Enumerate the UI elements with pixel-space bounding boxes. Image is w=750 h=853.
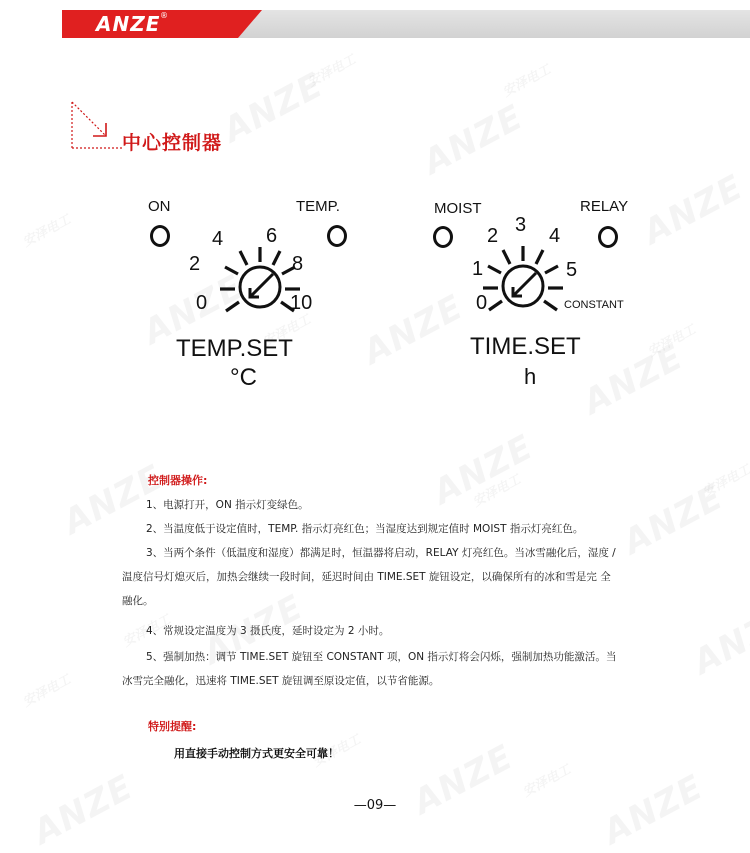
temp-set-label: TEMP.SET (176, 335, 293, 362)
relay-indicator-lamp (598, 226, 618, 248)
time-dial-number: 4 (549, 225, 561, 247)
temp-set-knob[interactable] (218, 245, 302, 329)
relay-label: RELAY (580, 198, 629, 215)
temp-indicator-lamp (327, 225, 347, 247)
operation-step-5-line2: 冰雪完全融化，迅速将 TIME.SET 旋钮调至原设定值，以节省能源。 (122, 675, 440, 687)
operation-step-4: 4、常规设定温度为 3 摄氏度，延时设定为 2 小时。 (146, 625, 390, 637)
temp-dial-number: 0 (196, 292, 208, 314)
brand-logo: ANZE (96, 12, 161, 36)
operation-step-3-line2: 温度信号灯熄灭后，加热会继续一段时间，延迟时间由 TIME.SET 旋钮设定，以确保所有的冰和雪是完 全 (122, 571, 611, 583)
operation-step-5-line1: 5、强制加热：调节 TIME.SET 旋钮至 CONSTANT 项，ON 指示灯将会闪烁，强制加热功能激活。当 (146, 651, 617, 663)
on-label: ON (148, 198, 171, 215)
moist-label: MOIST (434, 200, 482, 217)
warning-text: 用直接手动控制方式更安全可靠！ (174, 747, 339, 760)
time-dial-number: 5 (566, 259, 578, 281)
section-title: 中心控制器 (122, 132, 223, 154)
header-band (0, 0, 750, 40)
temp-dial-number: 8 (292, 253, 304, 275)
temp-unit: °C (230, 364, 257, 391)
watermark-logo (417, 97, 530, 182)
watermark-cn (519, 759, 574, 800)
temp-label: TEMP. (296, 198, 340, 215)
temp-dial-number: 10 (290, 292, 313, 314)
operations-heading: 控制器操作: (148, 474, 208, 487)
time-unit: h (524, 364, 537, 389)
temp-dial-number: 2 (189, 253, 201, 275)
time-dial-number: 3 (515, 214, 527, 236)
operation-step-1: 1、电源打开，ON 指示灯变绿色。 (146, 499, 309, 511)
header-gray-bar (225, 10, 750, 38)
constant-label: CONSTANT (564, 299, 624, 311)
warning-heading: 特别提醒: (148, 720, 197, 733)
time-set-label: TIME.SET (470, 333, 581, 360)
control-panel-diagram (0, 180, 750, 400)
temp-dial-number: 6 (266, 225, 278, 247)
registered-mark: ® (160, 11, 168, 20)
watermark-cn (499, 59, 554, 100)
on-indicator-lamp (150, 225, 170, 247)
time-set-knob[interactable] (481, 244, 565, 328)
watermark-cn (304, 49, 359, 90)
time-dial-number: 2 (487, 225, 499, 247)
page-number: —09— (353, 798, 397, 813)
time-dial-number: 0 (476, 292, 488, 314)
watermark-cn (19, 669, 74, 710)
time-dial-number: 1 (472, 258, 484, 280)
moist-indicator-lamp (433, 226, 453, 248)
temp-dial-number: 4 (212, 228, 224, 250)
operation-step-2: 2、当温度低于设定值时，TEMP. 指示灯亮红色；当湿度达到规定值时 MOIST 指示灯亮红色。 (146, 523, 584, 535)
operation-step-3-line1: 3、当两个条件（低温度和湿度）都满足时，恒温器将启动，RELAY 灯亮红色。当冰雪融化后，湿度 / (146, 547, 616, 559)
operation-step-3-line3: 融化。 (122, 595, 154, 607)
corner-arrow-icon (66, 100, 126, 152)
